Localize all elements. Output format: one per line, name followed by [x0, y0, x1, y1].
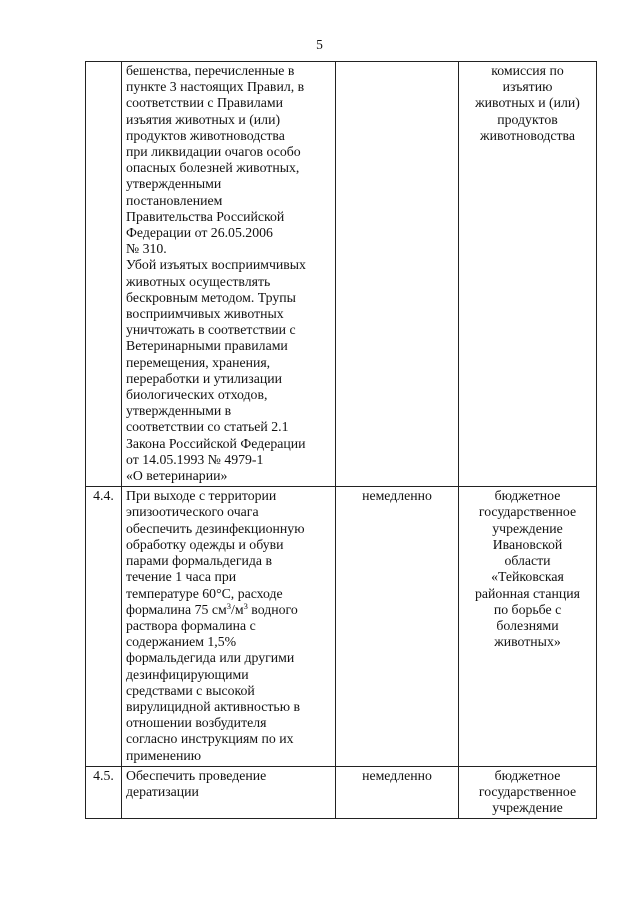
action-line: Ветеринарными правилами — [126, 338, 288, 354]
action-line: согласно инструкциям по их — [126, 731, 294, 747]
action-line: Правительства Российской — [126, 208, 285, 224]
action-line: восприимчивых животных — [126, 306, 284, 322]
action-line: пункте 3 настоящих Правил, в — [126, 79, 305, 95]
term-cell: немедленно — [336, 766, 459, 819]
table-row — [86, 62, 597, 487]
action-line: продуктов животноводства — [126, 127, 285, 143]
action-line: № 310. — [126, 241, 167, 257]
responsible-line: государственное — [478, 783, 577, 799]
action-line: вирулицидной активностью в — [126, 698, 300, 714]
term-cell: немедленно — [336, 487, 459, 766]
responsible-line: Ивановской — [492, 536, 563, 552]
action-line: дератизации — [126, 783, 199, 799]
responsible-cell — [459, 62, 597, 487]
action-line: средствами с высокой — [126, 682, 255, 698]
responsible-line: животноводства — [480, 127, 575, 143]
action-cell — [122, 766, 336, 819]
responsible-line: животных» — [494, 634, 561, 650]
action-line: При выходе с территории — [126, 488, 277, 504]
action-line: изъятия животных и (или) — [126, 111, 281, 127]
action-line: «О ветеринарии» — [126, 468, 228, 484]
responsible-line: по борьбе с — [493, 601, 562, 617]
action-line: бешенства, перечисленные в — [126, 63, 295, 78]
action-line: соответствии со статьей 2.1 — [126, 419, 289, 435]
action-line: Федерации от 26.05.2006 — [126, 225, 273, 241]
action-line: обеспечить дезинфекционную — [126, 520, 305, 536]
action-line: дезинфицирующими — [126, 666, 249, 682]
action-line: перемещения, хранения, — [126, 354, 271, 370]
action-line: утвержденными — [126, 176, 222, 192]
action-line: уничтожать в соответствии с — [126, 322, 296, 338]
action-line: от 14.05.1993 № 4979-1 — [126, 451, 264, 467]
action-line: животных осуществлять — [126, 273, 271, 289]
responsible-line: животных и (или) — [475, 95, 580, 111]
action-line: переработки и утилизации — [126, 370, 282, 386]
action-line: опасных болезней животных, — [126, 160, 300, 176]
responsible-line: бюджетное — [494, 767, 561, 783]
action-line: при ликвидации очагов особо — [126, 144, 301, 160]
action-line: содержанием 1,5% — [126, 634, 237, 650]
responsible-line: учреждение — [492, 800, 563, 816]
responsible-line: изъятию — [502, 79, 553, 95]
action-line: Обеспечить проведение — [126, 767, 267, 783]
table-row — [86, 766, 597, 819]
responsible-line: области — [504, 553, 551, 569]
responsible-line: бюджетное — [494, 488, 561, 504]
responsible-line: районная станция — [475, 585, 580, 601]
responsible-cell — [459, 487, 597, 766]
action-line: формалина 75 $см^3/м^3$ водного — [126, 600, 298, 617]
row-number — [86, 62, 122, 487]
page-number: 5 — [316, 37, 323, 52]
action-line: применению — [126, 747, 202, 763]
action-line: утвержденными в — [126, 403, 232, 419]
responsible-line: «Тейковская — [491, 569, 564, 585]
action-line: эпизоотического очага — [126, 504, 259, 520]
measures-table — [85, 61, 597, 819]
row-number: 4.5. — [86, 766, 122, 819]
responsible-line: учреждение — [492, 520, 563, 536]
term-cell — [336, 62, 459, 487]
action-line: парами формальдегида в — [126, 553, 272, 569]
action-line: отношении возбудителя — [126, 715, 267, 731]
responsible-line: комиссия по — [491, 63, 564, 78]
action-line: раствора формалина с — [126, 617, 256, 633]
action-line: обработку одежды и обуви — [126, 536, 284, 552]
table-body — [86, 62, 597, 819]
responsible-cell — [459, 766, 597, 819]
responsible-line: государственное — [478, 504, 577, 520]
action-line: течение 1 часа при — [126, 569, 237, 585]
responsible-line: болезнями — [496, 617, 559, 633]
row-number: 4.4. — [86, 487, 122, 766]
table-row — [86, 487, 597, 766]
action-line: биологических отходов, — [126, 387, 268, 403]
action-line: формальдегида или другими — [126, 650, 295, 666]
action-line: Убой изъятых восприимчивых — [126, 257, 306, 273]
action-line: постановлением — [126, 192, 223, 208]
action-line: температуре 60°С, расходе — [126, 585, 283, 601]
action-line: бескровным методом. Трупы — [126, 289, 296, 305]
action-cell — [122, 487, 336, 766]
action-cell — [122, 62, 336, 487]
responsible-line: продуктов — [497, 111, 558, 127]
action-line: Закона Российской Федерации — [126, 435, 306, 451]
action-line: соответствии с Правилами — [126, 95, 283, 111]
